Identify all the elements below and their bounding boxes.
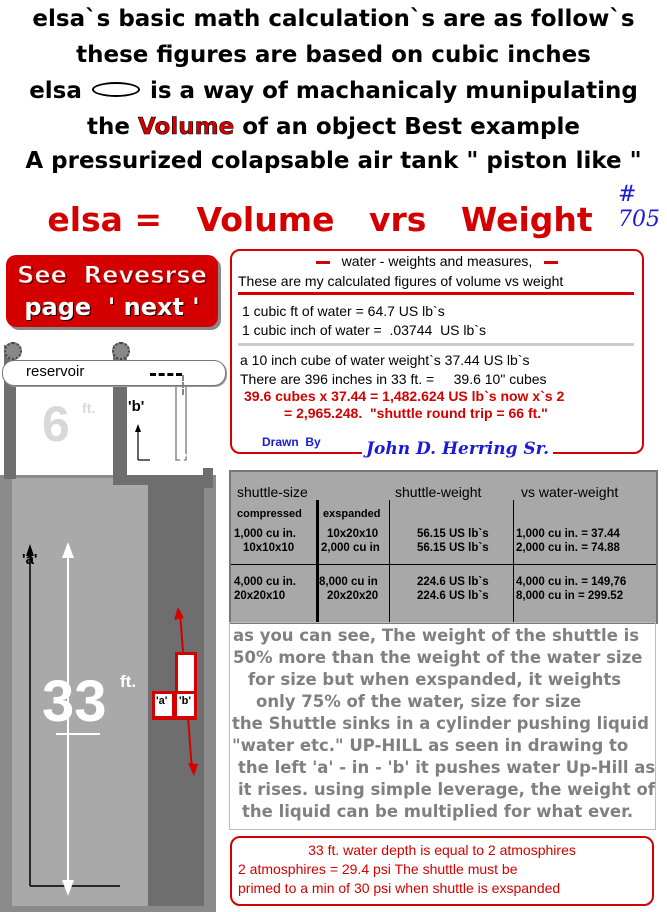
- pipe-cap-right: [112, 342, 130, 360]
- r1-c1b: 10x10x10: [243, 542, 295, 554]
- pipe-b-top: [203, 468, 213, 488]
- para-line-1: as you can see, The weight of the shuttle is: [233, 626, 640, 645]
- pipe-cap-left: [4, 342, 22, 360]
- volume-word: Volume: [138, 114, 235, 140]
- calc-line-4: There are 396 inches in 33 ft. = 39.6 10" cubes: [240, 371, 547, 387]
- reservoir-label: reservoir: [26, 363, 85, 380]
- header-line-1: elsa`s basic math calculation`s are as follow`s: [32, 6, 635, 32]
- see-reverse-line-1: See Revesrse: [17, 261, 207, 289]
- calc-box: [230, 249, 644, 459]
- col-divider-2: [389, 500, 390, 622]
- piston-b-label: 'b': [179, 695, 191, 707]
- dash-left: [316, 261, 330, 264]
- main-title: elsa = Volume vrs Weight: [47, 200, 593, 239]
- r1-v2: 2,000 cu in. = 74.88: [516, 542, 620, 554]
- calc-line-2: 1 cubic inch of water = .03744 US lb`s: [242, 322, 486, 338]
- th-weight: shuttle-weight: [395, 484, 482, 500]
- r2-v2: 8,000 cu in = 299.52: [516, 590, 624, 602]
- calc-line-5: 39.6 cubes x 37.44 = 1,482.624 US lb`s now x`s 2: [244, 388, 565, 404]
- para-line-8: it rises. using simple leverage, the weight of: [238, 780, 655, 799]
- row-divider: [231, 564, 656, 565]
- r1-w2: 56.15 US lb`s: [417, 542, 489, 554]
- drawn-by: Drawn By: [262, 435, 321, 449]
- elsa-word: elsa: [29, 78, 82, 104]
- six-ft-label: 6: [42, 396, 70, 452]
- calc-line-6: = 2,965.248. "shuttle round trip = 66 ft.": [284, 405, 548, 421]
- dash-right: [544, 261, 558, 264]
- r2-c1b: 20x20x10: [234, 590, 286, 602]
- calc-heading-row: [232, 253, 642, 269]
- r1-c2b: 2,000 cu in: [321, 542, 380, 554]
- see-reverse-line-2: page ' next ': [24, 293, 200, 321]
- para-line-9: the liquid can be multiplied for what ever.: [242, 802, 634, 821]
- atm-line-2: 2 atmosphires = 29.4 psi The shuttle must be: [238, 861, 518, 877]
- th-expanded: exspanded: [323, 508, 381, 520]
- reservoir-down-tick: [182, 375, 184, 395]
- r2-w1: 224.6 US lb`s: [417, 576, 489, 588]
- r2-w2: 224.6 US lb`s: [417, 590, 489, 602]
- header-line-5: A pressurized colapsable air tank " piston like ": [25, 148, 642, 174]
- header-line-3-rest: is a way of machanicaly munipulating: [149, 78, 638, 104]
- calc-heading: water - weights and measures,: [341, 253, 533, 269]
- header-line-4-rest: of an object Best example: [242, 114, 580, 140]
- explanation-paragraph: [229, 622, 656, 830]
- calc-divider-2: [238, 343, 634, 346]
- header-line-4: [0, 114, 667, 140]
- b-label: 'b': [128, 398, 145, 415]
- thirty-three-ft-label: 33: [42, 669, 107, 734]
- atm-line-1: 33 ft. water depth is equal to 2 atmosphires: [308, 842, 576, 858]
- col-divider-1: [316, 500, 319, 622]
- atmosphere-box: [230, 836, 654, 906]
- see-reverse-button[interactable]: [6, 255, 218, 327]
- author-signature: John D. Herring Sr.: [362, 439, 553, 459]
- six-ft-unit: ft.: [82, 400, 96, 416]
- para-line-3: for size but when exspanded, it weights: [248, 670, 622, 689]
- para-line-6: "water etc." UP-HILL as seen in drawing to: [232, 736, 629, 755]
- th-size: shuttle-size: [237, 484, 308, 500]
- th-water: vs water-weight: [521, 484, 619, 500]
- r2-c1: 4,000 cu in.: [234, 576, 297, 588]
- thirty-three-ft-unit: ft.: [120, 672, 137, 691]
- r1-c2: 10x20x10: [327, 528, 379, 540]
- piston-a-label: 'a': [156, 695, 168, 707]
- r2-v1: 4,000 cu in. = 149,76: [516, 576, 627, 588]
- a-label: 'a': [22, 551, 38, 568]
- th-compressed: compressed: [237, 508, 302, 520]
- elsa-oval-icon: [92, 82, 140, 97]
- calc-line-1: 1 cubic ft of water = 64.7 US lb`s: [242, 303, 445, 319]
- para-line-5: the Shuttle sinks in a cylinder pushing liquid: [232, 714, 649, 733]
- r1-c1: 1,000 cu in.: [234, 528, 297, 540]
- r1-v1: 1,000 cu in. = 37.44: [516, 528, 620, 540]
- header-the: the: [87, 114, 130, 140]
- pipe-b-elbow: [113, 475, 203, 485]
- para-line-7: the left 'a' - in - 'b' it pushes water Up-Hill as: [238, 758, 656, 777]
- para-line-2: 50% more than the weight of the water size: [233, 648, 643, 667]
- para-line-4: only 75% of the water, size for size: [256, 692, 582, 711]
- atm-line-3: primed to a min of 30 psi when shuttle is exspanded: [238, 880, 561, 896]
- r2-c2b: 20x20x20: [327, 590, 379, 602]
- r1-w1: 56.15 US lb`s: [417, 528, 489, 540]
- header-line-2: these figures are based on cubic inches: [76, 42, 591, 68]
- r2-c2: 8,000 cu in: [319, 576, 378, 588]
- calc-subheading: These are my calculated figures of volume vs weight: [238, 273, 564, 289]
- reservoir-dashes: [150, 373, 182, 376]
- header-line-3: [0, 78, 667, 104]
- weight-table: [229, 470, 658, 624]
- col-divider-3: [513, 500, 514, 622]
- calc-line-3: a 10 inch cube of water weight`s 37.44 US lb`s: [240, 352, 530, 368]
- page-number: # 705: [618, 182, 660, 232]
- calc-divider-1: [238, 292, 634, 295]
